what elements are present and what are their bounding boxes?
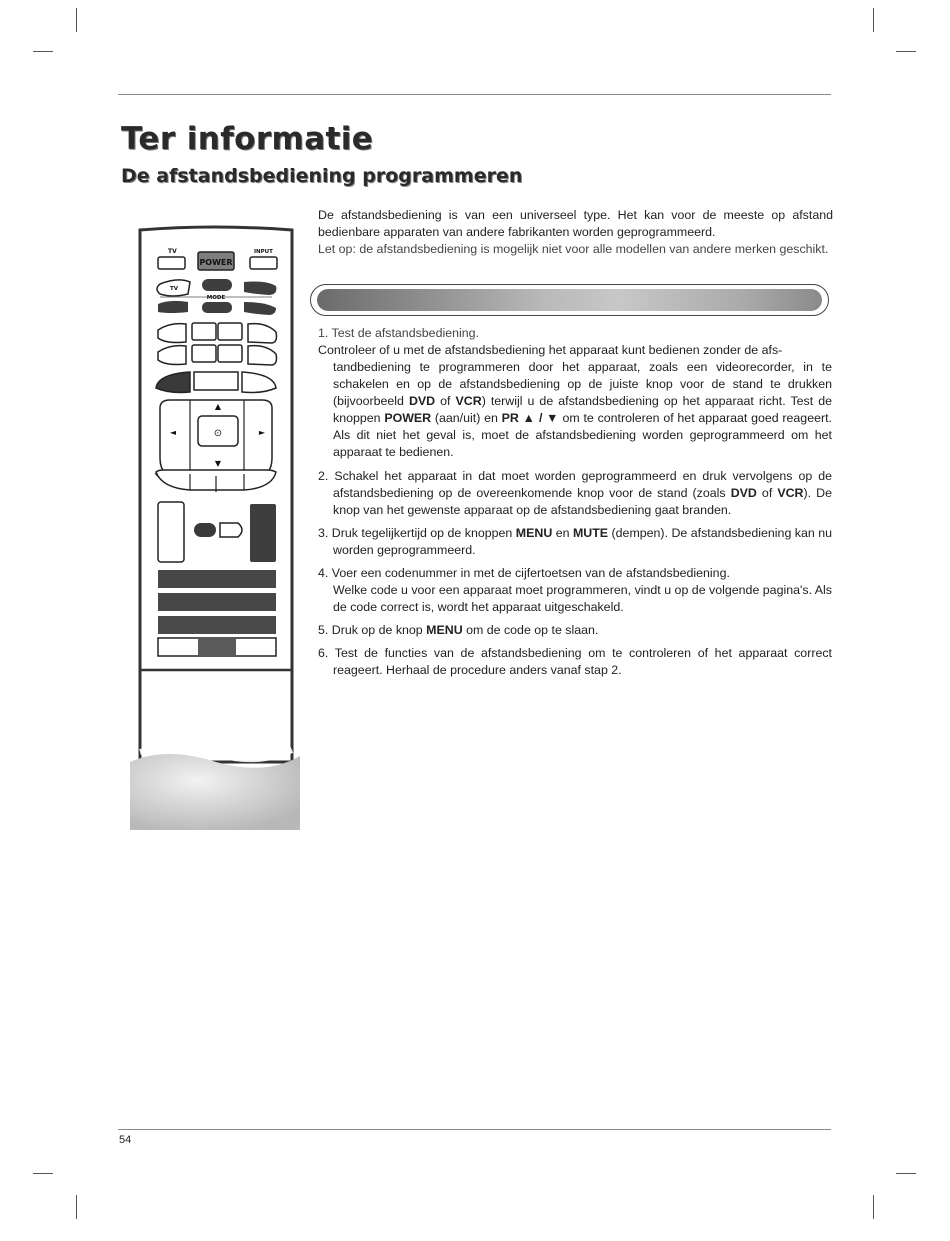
crop-mark: [76, 8, 77, 32]
step-2: [318, 468, 832, 519]
step-number: 4.: [318, 566, 332, 580]
step-1-continuation: [318, 359, 832, 461]
intro-line: De afstandsbediening is van een universeel type. Het kan voor de meeste op afstand bedienbare apparaten van andere fabrikanten worden geprogrammeerd.: [318, 208, 833, 239]
mode-button-center: [202, 302, 232, 313]
key-pr: PR ▲ / ▼: [501, 411, 559, 425]
step-1-head: 1. Test de afstandsbediening.: [318, 326, 479, 340]
function-key: [218, 323, 242, 340]
right-arrow-icon: ►: [258, 428, 266, 437]
remote-control-illustration: [126, 222, 302, 830]
crop-mark: [33, 1173, 53, 1174]
step-number: 5.: [318, 623, 332, 637]
step-6: [318, 645, 832, 679]
step-text: (dempen). De afstandsbediening kan nu worden geprogrammeerd.: [333, 526, 833, 557]
input-label: INPUT: [254, 249, 273, 255]
step-text: (aan/uit) en: [431, 411, 502, 425]
key-menu: MENU: [426, 623, 463, 637]
step-text: tandbediening te programmeren door het apparaat, zoals een videorecorder, in te schakelen en op de afstandsbediening op de juiste knop voor de stand te drukken (bijvoorbeeld: [333, 360, 832, 408]
step-1-body: [318, 342, 832, 461]
mode-button-left: [158, 301, 188, 313]
tv-button: [158, 257, 185, 269]
bottom-rule: [118, 1129, 831, 1130]
step-text: ) terwijl u de afstandsbediening op het apparaat richt. Test de knoppen: [333, 394, 832, 425]
crop-mark: [896, 51, 916, 52]
step-number: 3.: [318, 526, 332, 540]
step-text: of: [756, 486, 778, 500]
step-1-line: Controleer of u met de afstandsbediening het apparaat kunt bedienen zonder de afs-: [318, 343, 783, 357]
crop-mark: [873, 8, 874, 32]
step-4-detail: Welke code u voor een apparaat moet programmeren, vindt u op de volgende pagina's. Als de code correct is, wordt het apparaat uitgeschakeld.: [333, 583, 832, 614]
function-key: [192, 345, 216, 362]
step-3-body: [318, 525, 832, 559]
step-text: en: [552, 526, 573, 540]
step-5-body: [318, 622, 832, 639]
crop-mark: [76, 1195, 77, 1219]
nav-top-key: [194, 372, 238, 390]
step-text: Druk op de knop: [331, 623, 427, 637]
tv-label: TV: [168, 248, 177, 255]
function-key: [192, 323, 216, 340]
page-number: 54: [119, 1134, 132, 1146]
step-number: 2.: [318, 469, 335, 483]
step-number: 6.: [318, 646, 335, 660]
section-banner: [310, 284, 829, 316]
step-text: om de code op te slaan.: [462, 623, 599, 637]
intro-note: Let op: de afstandsbediening is mogelijk niet voor alle modellen van andere merken geschikt.: [318, 242, 829, 256]
top-rule: [118, 94, 831, 95]
volume-rocker: [158, 502, 184, 562]
step-3: [318, 525, 832, 559]
wide-button: [158, 593, 276, 611]
down-arrow-icon: ▼: [214, 459, 222, 468]
step-text: Schakel het apparaat in dat moet worden geprogrammeerd en druk vervolgens op de afstandsbediening op de overeenkomende knop voor de stand (zoals: [333, 469, 833, 500]
step-text: of: [435, 394, 456, 408]
page-title: Ter informatie: [121, 121, 374, 157]
step-4: [318, 565, 832, 616]
step-2-body: [318, 468, 832, 519]
wide-button-center: [198, 638, 236, 656]
crop-mark: [33, 51, 53, 52]
key-power: POWER: [384, 411, 432, 425]
power-button-label: POWER: [199, 258, 233, 267]
banner-gradient: [317, 289, 822, 311]
step-5: [318, 622, 832, 639]
key-vcr: VCR: [777, 486, 804, 500]
key-dvd: DVD: [730, 486, 757, 500]
step-text: Druk tegelijkertijd op de knoppen: [331, 526, 516, 540]
mute-button: [194, 523, 216, 537]
intro-text: [318, 207, 833, 258]
step-4-body: [318, 565, 832, 582]
step-6-body: [318, 645, 832, 679]
section-subtitle: De afstandsbediening programmeren: [121, 165, 523, 187]
step-text: Test de functies van de afstandsbediening om te controleren of het apparaat correct reageert. Herhaal de procedure anders vanaf stap 2.: [333, 646, 832, 677]
wide-button: [158, 570, 276, 588]
ok-icon: ⊙: [213, 428, 223, 439]
key-menu: MENU: [515, 526, 553, 540]
steps-list: [318, 325, 832, 685]
key-mute: MUTE: [572, 526, 609, 540]
up-arrow-icon: ▲: [214, 402, 222, 411]
remote-fade: [130, 754, 300, 830]
function-key: [218, 345, 242, 362]
mute-button-right: [220, 523, 242, 537]
wide-button: [158, 616, 276, 634]
key-vcr: VCR: [455, 394, 482, 408]
step-1: [318, 325, 832, 461]
input-button: [250, 257, 277, 269]
step-text: ). De knop van het gewenste apparaat op de afstandsbediening gaat branden.: [333, 486, 832, 517]
crop-mark: [896, 1173, 916, 1174]
key-dvd: DVD: [408, 394, 436, 408]
tv-mode-label: TV: [169, 286, 179, 292]
mode-label: MODE: [206, 295, 226, 301]
crop-mark: [873, 1195, 874, 1219]
step-text: om te controleren of het apparaat goed reageert. Als dit niet het geval is, moet de afstandsbediening worden geprogrammeerd om het apparaat te bedienen.: [333, 411, 832, 459]
step-text: Voer een codenummer in met de cijfertoetsen van de afstandsbediening.: [331, 566, 730, 580]
mode-button: [202, 279, 232, 291]
left-arrow-icon: ◄: [169, 428, 177, 437]
program-rocker: [250, 504, 276, 562]
